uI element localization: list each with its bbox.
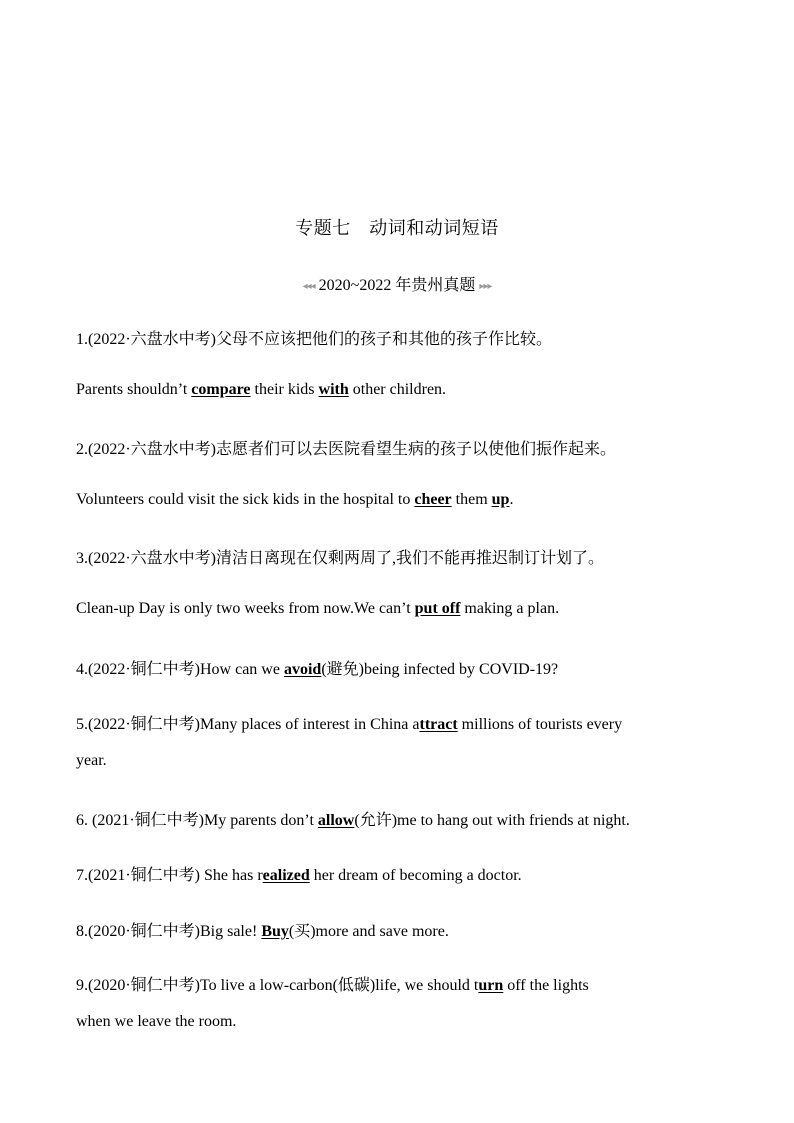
answer-blank: Buy xyxy=(261,923,289,940)
question-3: 3.(2022·六盘水中考)清洁日离现在仅剩两周了,我们不能再推迟制订计划了。 xyxy=(76,550,604,567)
question-text: 5.(2022·铜仁中考)Many places of interest in China a xyxy=(76,716,420,733)
answer-blank: allow xyxy=(317,812,355,829)
question-text: 6. (2021·铜仁中考)My parents don’t xyxy=(76,812,318,829)
right-arrows-icon: ▸▸▸ xyxy=(479,280,492,292)
question-9-continuation: when we leave the room. xyxy=(76,1013,237,1030)
answer-text: them xyxy=(451,491,492,508)
answer-blank: urn xyxy=(478,977,504,994)
answer-blank: compare xyxy=(191,381,251,398)
question-text: (买)more and save more. xyxy=(288,923,449,940)
answer-blank: up xyxy=(491,491,510,508)
question-4 xyxy=(76,656,558,679)
answer-text: their kids xyxy=(250,381,319,398)
answer-text: . xyxy=(509,491,514,508)
question-6 xyxy=(76,807,630,830)
question-text: 8.(2020·铜仁中考)Big sale! xyxy=(76,923,262,940)
answer-blank: with xyxy=(318,381,349,398)
question-text: 7.(2021·铜仁中考) She has r xyxy=(76,867,263,884)
question-7 xyxy=(76,862,522,885)
section-subtitle xyxy=(0,272,794,295)
answer-3 xyxy=(76,600,559,618)
question-text: 4.(2022·铜仁中考)How can we xyxy=(76,661,284,678)
answer-2 xyxy=(76,491,513,509)
question-text: her dream of becoming a doctor. xyxy=(309,867,522,884)
page-title: 专题七 动词和动词短语 xyxy=(295,218,499,238)
question-1: 1.(2022·六盘水中考)父母不应该把他们的孩子和其他的孩子作比较。 xyxy=(76,331,552,348)
answer-blank: ttract xyxy=(419,716,458,733)
question-text: (允许)me to hang out with friends at night. xyxy=(354,812,630,829)
answer-text: Volunteers could visit the sick kids in the hospital to xyxy=(76,491,415,508)
question-2: 2.(2022·六盘水中考)志愿者们可以去医院看望生病的孩子以使他们振作起来。 xyxy=(76,441,616,458)
question-9 xyxy=(76,972,589,995)
answer-1 xyxy=(76,381,446,399)
answer-text: Clean-up Day is only two weeks from now.We can’t xyxy=(76,600,415,617)
answer-text: other children. xyxy=(348,381,447,398)
question-text: off the lights xyxy=(503,977,589,994)
answer-blank: ealized xyxy=(262,867,310,884)
question-5-continuation: year. xyxy=(76,752,107,769)
question-text: millions of tourists every xyxy=(457,716,623,733)
question-8 xyxy=(76,918,449,941)
left-arrows-icon: ◂◂◂ xyxy=(302,280,315,292)
question-text: 9.(2020·铜仁中考)To live a low-carbon(低碳)life, we should t xyxy=(76,977,479,994)
answer-blank: cheer xyxy=(414,491,452,508)
question-5 xyxy=(76,711,622,734)
answer-blank: avoid xyxy=(283,661,322,678)
question-text: (避免)being infected by COVID-19? xyxy=(321,661,559,678)
subtitle-text: 2020~2022 年贵州真题 xyxy=(318,277,476,294)
answer-text: making a plan. xyxy=(460,600,560,617)
answer-blank: put off xyxy=(414,600,461,617)
answer-text: Parents shouldn’t xyxy=(76,381,192,398)
